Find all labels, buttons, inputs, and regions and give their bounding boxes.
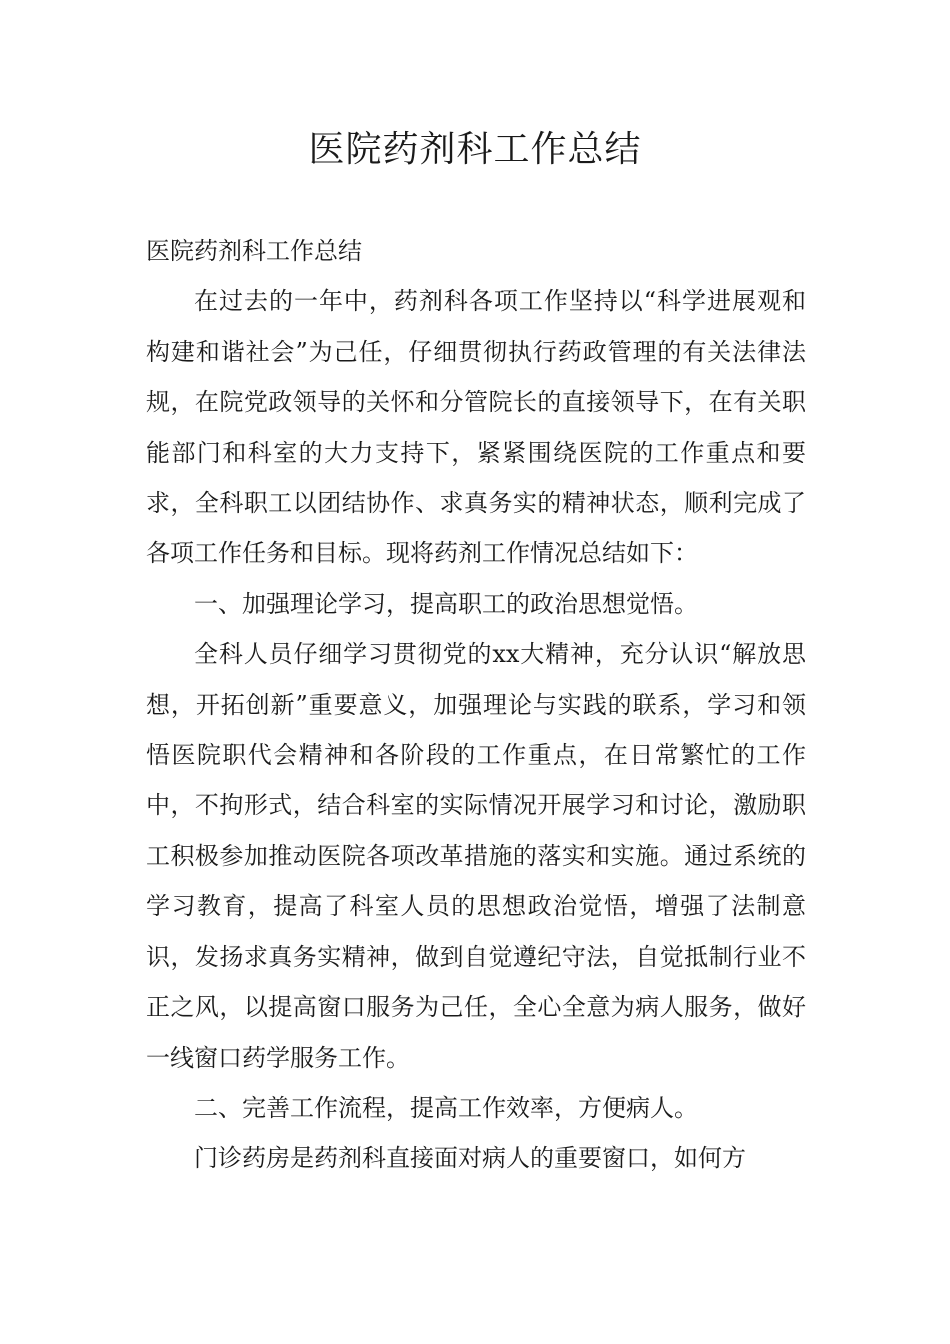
section-1-paragraph: 全科人员仔细学习贯彻党的xx大精神，充分认识“解放思想，开拓创新”重要意义，加强理论与实践的联系，学习和领悟医院职代会精神和各阶段的工作重点，在日常繁忙的工作中，不拘形式，结合科室的实际情况开展学习和讨论，激励职工积极参加推动医院各项改革措施的落实和实施。通过系统的学习教育，提高了科室人员的思想政治觉悟，增强了法制意识，发扬求真务实精神，做到自觉遵纪守法，自觉抵制行业不正之风，以提高窗口服务为己任，全心全意为病人服务，做好一线窗口药学服务工作。 <box>146 640 806 1072</box>
intro-paragraph: 在过去的一年中，药剂科各项工作坚持以“科学进展观和构建和谐社会”为己任，仔细贯彻执行药政管理的有关法律法规，在院党政领导的关怀和分管院长的直接领导下，在有关职能部门和科室的大力支持下，紧紧围绕医院的工作重点和要求，全科职工以团结协作、求真务实的精神状态，顺利完成了各项工作任务和目标。现将药剂工作情况总结如下： <box>146 287 806 568</box>
section-2-paragraph: 门诊药房是药剂科直接面对病人的重要窗口，如何方 <box>194 1144 746 1173</box>
document-body <box>146 226 806 1184</box>
section-heading-2: 二、完善工作流程，提高工作效率，方便病人。 <box>194 1093 698 1122</box>
document-title: 医院药剂科工作总结 <box>308 129 642 170</box>
document-subtitle: 医院药剂科工作总结 <box>146 237 362 265</box>
section-heading-1: 一、加强理论学习，提高职工的政治思想觉悟。 <box>194 589 698 618</box>
